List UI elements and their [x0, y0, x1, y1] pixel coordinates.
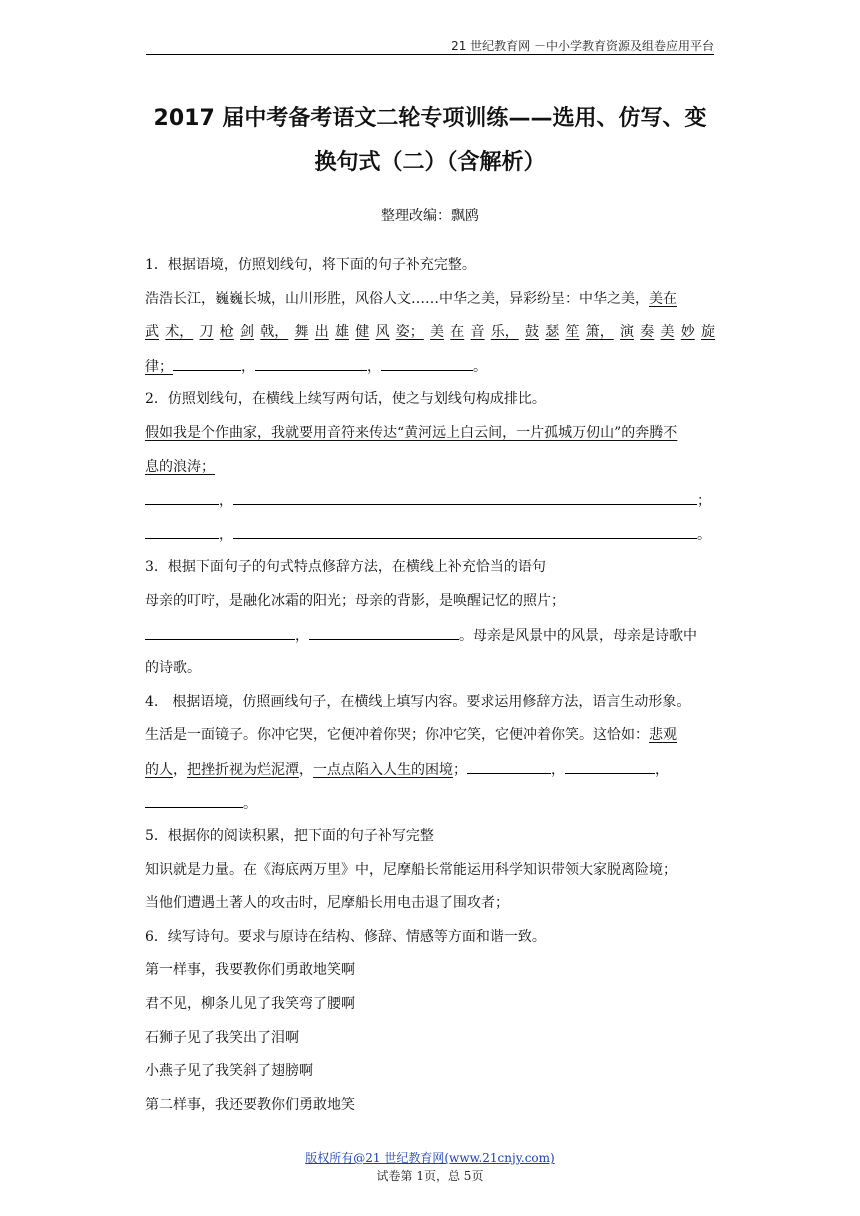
q1-prompt: 1．根据语境，仿照划线句，将下面的句子补充完整。 — [145, 257, 476, 273]
q6-poem-line-1: 第一样事，我要教你们勇敢地笑啊 — [145, 962, 355, 979]
q3-answer-line: ， 。母亲是风景中的风景，母亲是诗歌中 — [145, 623, 715, 657]
q4-underlined-line: 的人，把挫折视为烂泥潭，一点点陷入人生的困境； ， ， — [145, 757, 715, 791]
q2-prompt: 2．仿照划线句，在横线上续写两句话，使之与划线句构成排比。 — [145, 391, 546, 408]
q1-underlined-end: 律； — [145, 358, 173, 375]
q2-answer-line-2: ， 。 — [145, 522, 715, 556]
page-header: 21 世纪教育网 －中小学教育资源及组卷应用平台 — [146, 36, 714, 55]
question-body — [145, 253, 715, 1126]
q1-justified-char: 音 — [470, 324, 485, 341]
q1-justified-char: 剑 — [240, 324, 254, 341]
q3-blank-2[interactable] — [309, 623, 459, 640]
q1-justified-char: 鼓 — [525, 324, 539, 341]
q1-text: 浩浩长江，巍巍长城，山川形胜，风俗人文……中华之美，异彩纷呈：中华之美， — [145, 290, 649, 307]
q1-justified-char: 美 — [660, 324, 675, 341]
q2-blank-3[interactable] — [145, 522, 219, 539]
q4-answer-line: 。 — [145, 791, 715, 825]
q6-poem-line-2: 君不见，柳条儿见了我笑弯了腰啊 — [145, 996, 355, 1013]
q1-justified-char: 妙 — [680, 324, 695, 341]
q1-justified-char: 演 — [620, 324, 634, 341]
q5-line-2: 当他们遭遇土著人的攻击时，尼摩船长用电击退了围攻者； — [145, 895, 509, 912]
q1-justified-char: 奏 — [640, 324, 655, 341]
q1-justified-char: 箫， — [585, 324, 614, 341]
copyright-footer — [0, 1149, 860, 1166]
q1-blank-3[interactable] — [381, 354, 473, 371]
q1-justified-char: 瑟 — [545, 324, 560, 341]
q1-justified-char: 武 — [145, 324, 159, 341]
q3-example: 母亲的叮咛，是融化冰霜的阳光；母亲的背影，是唤醒记忆的照片； — [145, 592, 565, 609]
q3-tail: 的诗歌。 — [145, 660, 201, 677]
q1-justified-char: 出 — [314, 324, 329, 341]
q4-blank-1[interactable] — [467, 757, 551, 774]
editor-credit: 整理改编：飘鸥 — [381, 208, 479, 224]
q4-context: 生活是一面镜子。你冲它哭，它便冲着你哭；你冲它笑，它便冲着你笑。这恰如：悲观 — [145, 727, 677, 744]
q4-prompt: 4. 根据语境，仿照画线句子，在横线上填写内容。要求运用修辞方法，语言生动形象。 — [145, 693, 691, 710]
q1-justified-char: 姿； — [395, 324, 424, 341]
q1-justified-char: 雄 — [335, 324, 349, 341]
copyright-link[interactable]: 版权所有@21 世纪教育网(www.21cnjy.com) — [305, 1151, 555, 1165]
q1-justified-char: 枪 — [219, 324, 234, 341]
q2-underlined-line-1: 假如我是个作曲家，我就要用音符来传达“黄河远上白云间，一片孤城万仞山”的奔腾不 — [145, 424, 678, 441]
q1-justified-char: 刀 — [199, 324, 214, 341]
page-number: 试卷第 1页，总 5页 — [376, 1169, 484, 1183]
q6-poem-line-3: 石狮子见了我笑出了泪啊 — [145, 1029, 299, 1046]
q1-blank-1[interactable] — [173, 354, 241, 371]
q1-line-1 — [145, 287, 715, 321]
q6-prompt: 6．续写诗句。要求与原诗在结构、修辞、情感等方面和谐一致。 — [145, 928, 546, 945]
q4-blank-2[interactable] — [565, 757, 655, 774]
q2-underlined-line-2: 息的浪涛； — [145, 458, 215, 475]
q2-answer-line-1: ， ； — [145, 488, 715, 522]
q5-line-1: 知识就是力量。在《海底两万里》中，尼摩船长常能运用科学知识带领大家脱离险境； — [145, 861, 677, 878]
q1-justified-char: 舞 — [294, 324, 309, 341]
q3-blank-1[interactable] — [145, 623, 295, 640]
q2-blank-1[interactable] — [145, 488, 219, 505]
q1-justified-char: 风 — [375, 324, 390, 341]
q1-underlined-start: 美在 — [649, 290, 677, 307]
q1-justified-char: 旋 — [701, 324, 715, 341]
title-line-1: 2017 届中考备考语文二轮专项训练——选用、仿写、变 — [153, 106, 707, 131]
q1-justified-char: 术， — [165, 324, 194, 341]
q1-justified-char: 健 — [355, 324, 370, 341]
q1-blank-2[interactable] — [255, 354, 367, 371]
q2-blank-4[interactable] — [233, 522, 697, 539]
q6-poem-line-4: 小燕子见了我笑斜了翅膀啊 — [145, 1063, 313, 1080]
q1-answer-line: 律； ， ， 。 — [145, 354, 715, 388]
q6-poem-line-5: 第二样事，我还要教你们勇敢地笑 — [145, 1096, 355, 1113]
q1-justified-char: 乐， — [490, 324, 519, 341]
q1-underlined-line — [145, 320, 715, 354]
q1-justified-char: 笙 — [565, 324, 580, 341]
q4-blank-3[interactable] — [145, 791, 243, 808]
q1-justified-char: 美 — [430, 324, 444, 341]
q2-blank-2[interactable] — [233, 488, 697, 505]
q5-prompt: 5．根据你的阅读积累，把下面的句子补写完整 — [145, 828, 434, 845]
q1-justified-char: 在 — [450, 324, 465, 341]
title-line-2: 换句式（二）（含解析） — [314, 150, 546, 175]
q3-prompt: 3．根据下面句子的句式特点修辞方法，在横线上补充恰当的语句 — [145, 559, 546, 576]
q1-justified-char: 戟， — [260, 324, 289, 341]
